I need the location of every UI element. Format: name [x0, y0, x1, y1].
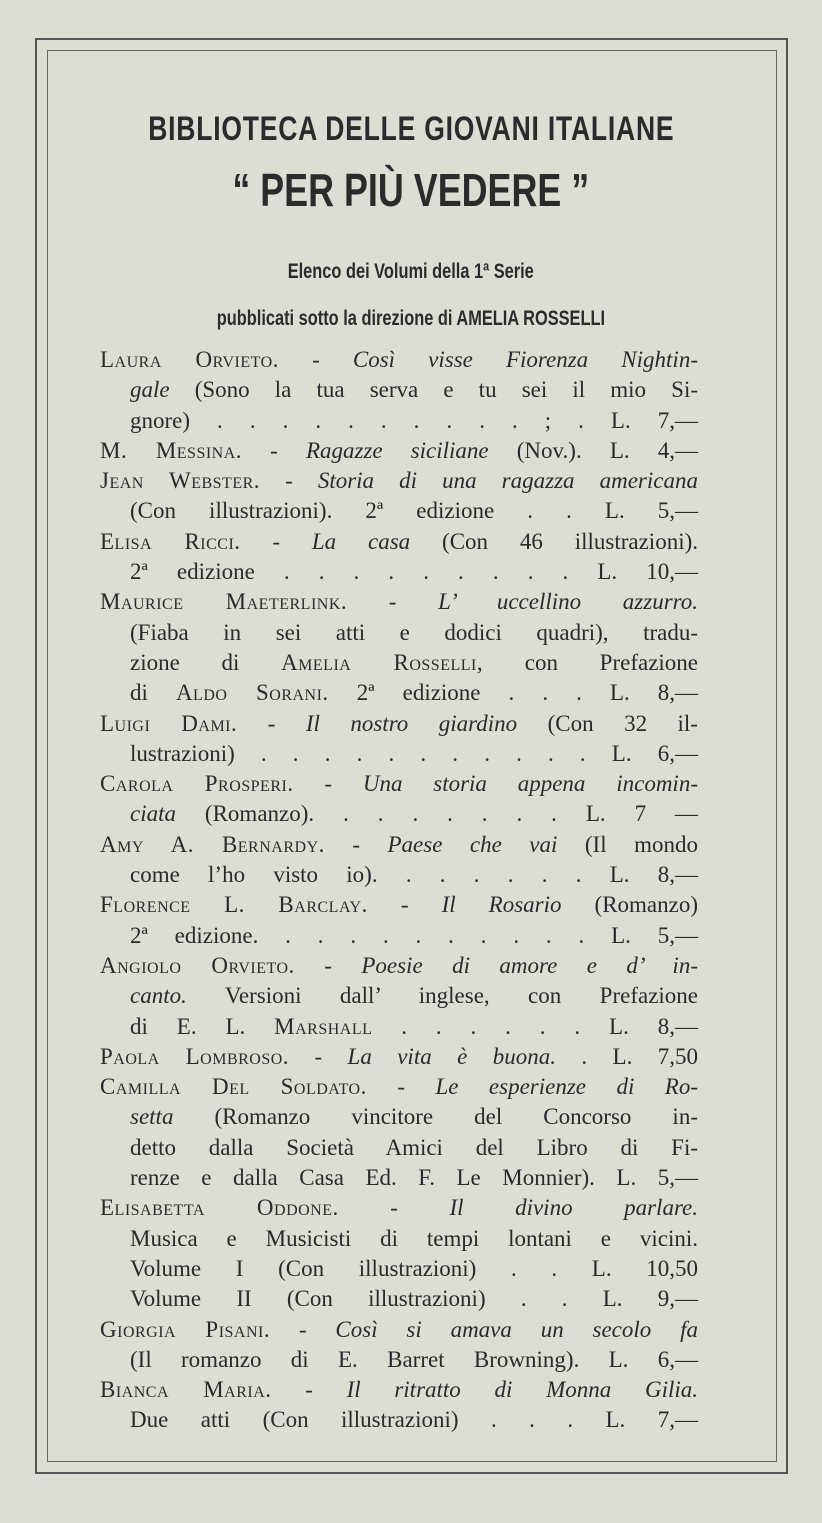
author-name: Amelia Rosselli,: [281, 649, 484, 675]
entry-text: -: [289, 1043, 348, 1069]
book-title: Il Rosario: [441, 892, 562, 918]
catalog-line: [100, 406, 698, 436]
catalog-line: [100, 709, 698, 739]
entry-text: di: [130, 680, 176, 706]
catalog-line: [100, 860, 698, 890]
catalog-line: [100, 1133, 698, 1163]
book-title: Il nostro giardino: [305, 710, 518, 736]
entry-text: (Il mondo: [557, 831, 698, 857]
catalog-line: [100, 890, 698, 920]
series-title: [0, 110, 822, 149]
author-name: Laura Orvieto.: [100, 347, 279, 372]
entry-text: -: [294, 952, 362, 978]
entry-text: -: [338, 1195, 450, 1221]
entry-text: (Con 32 il-: [517, 710, 698, 736]
book-title: ciata: [130, 801, 176, 827]
catalog-line: [100, 981, 698, 1011]
author-name: Jean Webster.: [100, 468, 261, 494]
catalog-line: [100, 648, 698, 678]
subtitle-series: [0, 260, 822, 284]
book-title: La vita è buona.: [347, 1043, 556, 1069]
entry-text: (Romanzo vincitore del Concorso in-: [173, 1104, 698, 1130]
entry-text: 2ª edizione . . . L. 8,—: [328, 680, 699, 706]
book-title: Ragazze siciliane: [305, 437, 489, 463]
catalog-line: [100, 1315, 698, 1345]
author-name: Camilla Del Soldato.: [100, 1074, 367, 1100]
catalog-line: [100, 466, 698, 496]
book-title: Paese che vai: [387, 831, 558, 857]
catalog-line: [100, 1102, 698, 1132]
collection-title: [0, 163, 822, 217]
book-title: Il ritratto di Monna Gilia.: [346, 1377, 698, 1403]
book-title: canto.: [130, 983, 187, 1009]
entry-text: -: [271, 1377, 347, 1403]
book-title: La casa: [311, 528, 411, 554]
author-name: Maurice Maeterlink.: [100, 589, 348, 615]
author-name: Aldo Sorani.: [175, 680, 329, 706]
entry-text: di E. L.: [130, 1013, 275, 1039]
author-name: Bianca Maria.: [100, 1377, 272, 1403]
book-title: Così si amava un secolo fa: [335, 1316, 698, 1342]
entry-text: -: [237, 710, 306, 736]
collection-title-text: “ PER PIÙ VEDERE ”: [232, 164, 590, 216]
entry-text: (Nov.). L. 4,—: [488, 437, 698, 463]
catalog-line: [100, 587, 698, 617]
catalog-line: [100, 345, 698, 375]
entry-text: 2ª edizione . . . . . . . . . L. 10,—: [130, 559, 698, 585]
catalog-line: [100, 1254, 698, 1284]
book-title: L’ uccellino azzurro.: [438, 589, 698, 615]
subtitle-direction: [0, 307, 822, 331]
catalog-line: [100, 557, 698, 587]
entry-text: gnore) . . . . . . . . . . ; . L. 7,—: [130, 407, 698, 433]
author-name: Elisa Ricci.: [100, 528, 241, 554]
book-title: Così visse Fiorenza Nightin-: [352, 347, 698, 372]
catalog-line: [100, 375, 698, 405]
entry-text: -: [278, 347, 353, 372]
entry-text: . . . . . . L. 8,—: [372, 1013, 698, 1039]
entry-text: detto dalla Società Amici del Libro di Fi-: [130, 1134, 698, 1160]
entry-text: -: [366, 1074, 436, 1100]
catalog-line: [100, 1042, 698, 1072]
entry-text: -: [324, 831, 388, 857]
entry-text: (Il romanzo di E. Barret Browning). L. 6,—: [130, 1346, 698, 1372]
entry-text: -: [293, 771, 363, 797]
entry-text: 2ª edizione. . . . . . . . . . . L. 5,—: [130, 922, 698, 948]
catalog-line: [100, 1072, 698, 1102]
entry-text: -: [240, 528, 312, 554]
author-name: Carola Prosperi.: [100, 771, 294, 797]
catalog-line: [100, 1405, 698, 1435]
entry-text: (Con 46 illustrazioni).: [410, 528, 698, 554]
book-title: setta: [130, 1104, 174, 1130]
author-name: Giorgia Pisani.: [100, 1316, 271, 1342]
author-name: M. Messina.: [100, 437, 243, 463]
book-title: gale: [130, 377, 170, 403]
entry-text: . L. 7,50: [555, 1043, 698, 1069]
book-title: Le esperienze di Ro-: [435, 1074, 698, 1100]
catalog-line: [100, 618, 698, 648]
catalog-line: [100, 1284, 698, 1314]
entry-text: (Sono la tua serva e tu sei il mio Si-: [169, 377, 698, 403]
catalog-line: [100, 769, 698, 799]
author-name: Luigi Dami.: [100, 710, 238, 736]
catalog-line: [100, 496, 698, 526]
entry-text: (Con illustrazioni). 2ª edizione . . L. 5,—: [130, 498, 698, 524]
entry-text: Musica e Musicisti di tempi lontani e vicini.: [130, 1225, 698, 1251]
author-name: Amy A. Bernardy.: [100, 831, 325, 857]
catalog-line: [100, 921, 698, 951]
entry-text: -: [242, 437, 306, 463]
catalog-line: [100, 527, 698, 557]
entry-text: Volume II (Con illustrazioni) . . L. 9,—: [130, 1286, 698, 1312]
entry-text: (Fiaba in sei atti e dodici quadri), tradu-: [130, 619, 698, 645]
subtitle-series-text: Elenco dei Volumi della 1ª Serie: [287, 260, 535, 283]
catalog-line: [100, 1224, 698, 1254]
book-title: Storia di una ragazza americana: [317, 468, 698, 494]
subtitle-direction-text: pubblicati sotto la direzione di AMELIA ROSSELLI: [216, 307, 606, 330]
entry-text: (Romanzo): [561, 892, 698, 918]
entry-text: renze e dalla Casa Ed. F. Le Monnier). L. 5,—: [130, 1165, 698, 1191]
entry-text: (Romanzo). . . . . . . . L. 7 —: [176, 801, 698, 827]
catalog-line: [100, 830, 698, 860]
entry-text: con Prefazione: [483, 649, 699, 675]
entry-text: -: [260, 468, 318, 494]
volume-list: [100, 345, 698, 1436]
author-name: Paola Lombroso.: [100, 1043, 290, 1069]
entry-text: zione di: [130, 649, 282, 675]
catalog-line: [100, 1163, 698, 1193]
catalog-line: [100, 799, 698, 829]
entry-text: -: [270, 1316, 336, 1342]
author-name: Angiolo Orvieto.: [100, 952, 295, 978]
catalog-line: [100, 1375, 698, 1405]
author-name: Florence L. Barclay.: [100, 892, 368, 918]
catalog-line: [100, 678, 698, 708]
author-name: Marshall: [274, 1013, 373, 1039]
entry-text: -: [367, 892, 442, 918]
catalog-line: [100, 1345, 698, 1375]
catalog-line: [100, 1012, 698, 1042]
catalog-line: [100, 1193, 698, 1223]
entry-text: -: [347, 589, 439, 615]
series-title-text: BIBLIOTECA DELLE GIOVANI ITALIANE: [147, 110, 675, 148]
entry-text: come l’ho visto io). . . . . . . L. 8,—: [130, 862, 698, 888]
book-title: Una storia appena incomin-: [362, 771, 698, 797]
entry-text: Volume I (Con illustrazioni) . . L. 10,50: [130, 1255, 698, 1281]
catalog-line: [100, 951, 698, 981]
entry-text: Versioni dall’ inglese, con Prefazione: [186, 983, 698, 1009]
book-title: Il divino parlare.: [449, 1195, 698, 1221]
entry-text: lustrazioni) . . . . . . . . . . . L. 6,—: [130, 740, 698, 766]
catalog-line: [100, 739, 698, 769]
book-title: Poesie di amore e d’ in-: [361, 952, 698, 978]
author-name: Elisabetta Oddone.: [100, 1195, 339, 1221]
catalog-line: [100, 436, 698, 466]
entry-text: Due atti (Con illustrazioni) . . . L. 7,—: [130, 1407, 698, 1433]
